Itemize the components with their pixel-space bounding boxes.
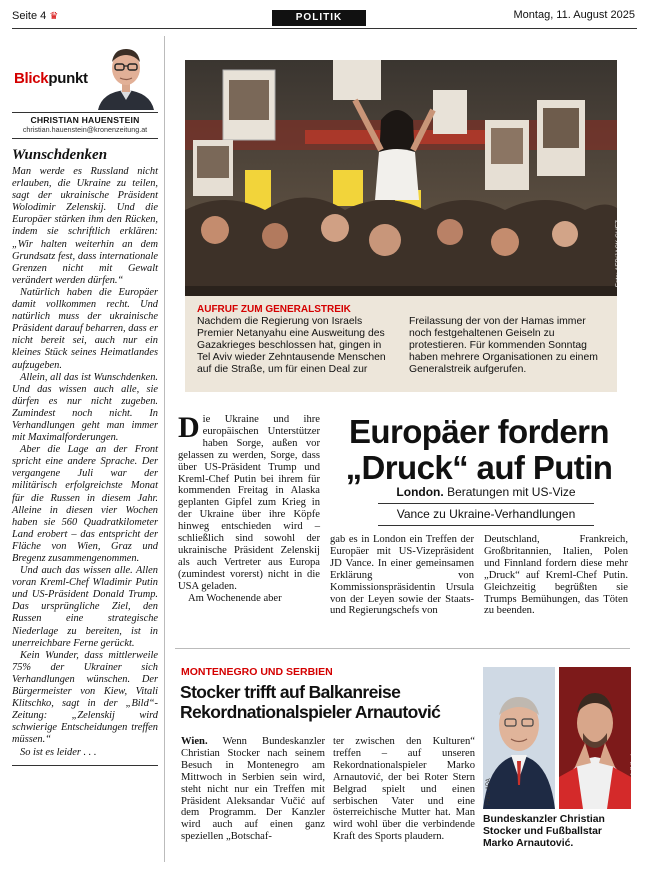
photo-caption-box [185, 296, 617, 392]
column-paragraph: So ist es leider . . . [20, 746, 97, 758]
column-masthead [12, 36, 158, 110]
photo-credit-right: Foto: crvenazvezdafk/Instagram [630, 737, 636, 823]
second-headline-line-1: Stocker trifft auf Balkanreise [180, 682, 401, 702]
article-column-1 [178, 411, 320, 605]
column-byline [12, 112, 158, 134]
second-article-column-2: ter zwischen den Kulturen“ treffen – auf unseren Rekordnationalspieler Marko Arnautović, der bei Roter Stern Belgrad spielt und einen serbischen Vater und eine österreichische Mutter hat. Man wird wohl über die verbindende Kraft des Sports plaudern. [333, 736, 475, 843]
photo-caption-left: Nachdem die Regierung von Israels Premier Netanyahu eine Ausweitung des Gazakrieges beschlossen hat, gingen in Tel Aviv wieder Zehntausende Menschen auf die Straße, um für einen Deal zur [197, 316, 386, 375]
column-paragraph: Aber die Lage an der Front spricht eine andere Sprache. Der vergangene Juli war der militärisch erfolgreichste Monat für die Russen in diesem Jahr. Alleine in diesen vier Wochen haben sie 560 Quadratkilometer Land erobert – das entspricht der Fläche von Wien, Graz und Bregenz zusammengenommen. [12, 444, 158, 564]
drop-cap: D [178, 411, 200, 444]
issue-date: Montag, 11. August 2025 [513, 9, 635, 21]
column-brand: Blickpunkt [14, 70, 88, 87]
second-headline-line-2: Rekordnationalspieler Arnautović [180, 702, 441, 722]
opinion-column [12, 36, 158, 862]
portrait-caption: Bundeskanzler Christian Stocker und Fußballstar Marko Arnautović. [483, 814, 605, 850]
section-label: POLITIK [272, 10, 366, 26]
photo-credit: Foto: AFP/JACK GUEZ [615, 220, 622, 288]
column-divider [164, 36, 165, 862]
second-article-column-1: Wien. Wenn Bundeskanzler Christian Stocker nach seinem Besuch in Montenegro am Mittwoch in Serbien sein wird, steht nicht nur ein Treffen mit Präsident Aleksandar Vučić auf dem Programm. Der Kanzler wird auch auf einen ganz speziellen „Botschaf- [181, 736, 325, 843]
second-headline [180, 682, 480, 722]
main-headline [328, 414, 630, 486]
author-name: CHRISTIAN HAUENSTEIN [30, 115, 140, 125]
author-portrait [94, 40, 158, 110]
headline-line-2: „Druck“ auf Putin [345, 449, 613, 486]
headline-line-1: Europäer fordern [349, 413, 609, 450]
author-email[interactable]: christian.hauenstein@kronenzeitung.at [22, 125, 148, 134]
photo-credit-left: Foto: APA [486, 778, 492, 805]
article-column-2: gab es in London ein Treffen der Europäer mit US-Vizepräsident JD Vance. In einer gemeinsamen Erklärung von Kommissionspräsidentin Ursula von der Leyen sowie der Staats- und Regierungschefs von [330, 534, 474, 617]
protest-photo [185, 60, 622, 296]
photo-kicker: AUFRUF ZUM GENERALSTREIK [197, 304, 351, 315]
header-rule [12, 28, 637, 29]
column-paragraph: Allein, all das ist Wunschdenken. Und das wissen auch alle, sie dürfen es nur nicht zugeben. Zumindest noch nicht. In Verhandlungen geht man immer mit Maximalforderungen. [12, 371, 158, 444]
column-paragraph: Natürlich haben die Europäer damit vollkommen recht. Und natürlich muss der ukrainische Präsident darauf beharren, dass er nicht bereit sei, auch nur ein kleines Stück seines Heimatlandes aufzugeben. [12, 286, 158, 371]
page-number: Seite 4 ♛ [12, 10, 59, 22]
column-title: Wunschdenken [12, 147, 108, 163]
article-text: ie Ukraine und ihre europäischen Unterstützer haben Sorge, außen vor gelassen zu werden, Sorge, dass über US-Präsident Trump und Kreml-Chef Putin bei ihrem für kommenden Freitag in Alaska geplanten Gipfel zum Krieg in der Ukraine über ihre Köpfe hinweg entschieden wird – schließlich sind sowohl der ukrainische Präsident Zelenskij als auch Vertreter aus Europa (zumindest vorerst) nicht in die USA geladen. [178, 414, 320, 592]
stocker-photo [483, 667, 555, 809]
photo-caption-right: Freilassung der von der Hamas immer noch festgehaltenen Geiseln zu protestieren. Für kommenden Sonntag haben mehrere Organisationen zu einem Generalstreik aufgerufen. [409, 316, 598, 375]
arnautovic-photo [559, 667, 636, 823]
subheadline: London. Beratungen mit US-Vize Vance zu Ukraine-Verhandlungen [378, 484, 594, 526]
article-column-3: Deutschland, Frankreich, Großbritannien, Italien, Polen und Finnland fordern diese mehr „Druck“ auf Kreml-Chef Putin. Gleichzeitig begrüßten sie Trumps Bemühungen, das Töten zu beenden. [484, 534, 628, 617]
article-kicker: MONTENEGRO UND SERBIEN [181, 666, 333, 678]
column-paragraph: Man werde es Russland nicht erlauben, die Ukraine zu teilen, sagt der ukrainische Präsident Wolodimir Zelenskij. Und die Europäer stärken ihm den Rücken, indem sie schriftlich erklären: „Wir halten weiterhin an dem Grundsatz fest, dass internationale Grenzen nicht mit Gewalt verändert werden dürfen.“ [12, 166, 158, 286]
article-text: Am Wochenende aber [188, 592, 282, 604]
column-paragraph: Und auch das wissen alle. Allen voran Kreml-Chef Wladimir Putin und US-Präsident Donald Trump. Das ursprüngliche Ziel, den Russen eine strategische Niederlage zu bereiten, ist in unerreichbare Ferne gerückt. [12, 565, 158, 649]
crown-icon: ♛ [49, 11, 59, 22]
section-divider [175, 648, 630, 649]
column-paragraph: Kein Wunder, dass mittlerweile 75% der Ukrainer sich Verhandlungen wünschen. Der Bürgermeister von Kiew, Vitali Klitschko, sagt in der „Bild“-Zeitung: „Zelenskij wird schwierige Entscheidungen treffen müssen.“ [12, 649, 158, 746]
